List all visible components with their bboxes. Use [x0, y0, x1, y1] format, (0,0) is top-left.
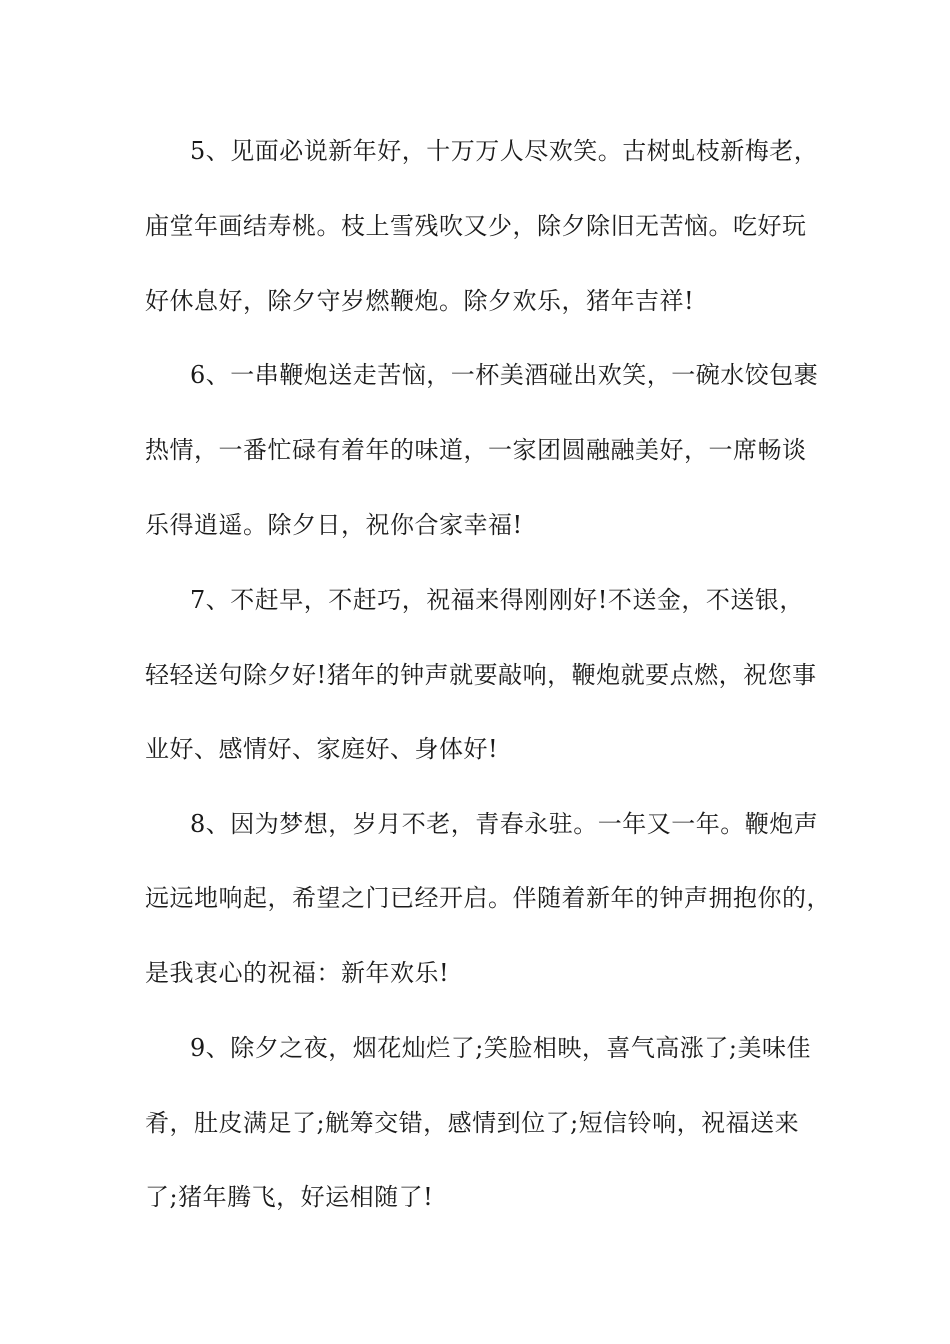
- paragraph-8-line-1: 8、因为梦想，岁月不老，青春永驻。一年又一年。鞭炮声: [190, 810, 819, 838]
- paragraph-8-line-2: 远远地响起，希望之门已经开启。伴随着新年的钟声拥抱你的，: [145, 884, 831, 912]
- paragraph-7-line-2: 轻轻送句除夕好!猪年的钟声就要敲响，鞭炮就要点燃，祝您事: [145, 661, 817, 689]
- paragraph-7-line-3: 业好、感情好、家庭好、身体好!: [145, 735, 499, 763]
- paragraph-8-line-3: 是我衷心的祝福：新年欢乐!: [145, 959, 450, 987]
- paragraph-7-line-1: 7、不赶早，不赶巧，祝福来得刚刚好!不送金，不送银，: [190, 586, 804, 614]
- paragraph-9-line-3: 了;猪年腾飞，好运相随了!: [145, 1183, 434, 1211]
- paragraph-6-line-1: 6、一串鞭炮送走苦恼，一杯美酒碰出欢笑，一碗水饺包裹: [190, 361, 819, 389]
- paragraph-6-line-3: 乐得逍遥。除夕日，祝你合家幸福!: [145, 511, 523, 539]
- paragraph-5-line-2: 庙堂年画结寿桃。枝上雪残吹又少，除夕除旧无苦恼。吃好玩: [145, 212, 807, 240]
- paragraph-9-line-2: 肴，肚皮满足了;觥筹交错，感情到位了;短信铃响，祝福送来: [145, 1109, 800, 1137]
- paragraph-5-line-1: 5、见面必说新年好，十万万人尽欢笑。古树虬枝新梅老，: [190, 137, 819, 165]
- paragraph-5-line-3: 好休息好，除夕守岁燃鞭炮。除夕欢乐，猪年吉祥!: [145, 287, 695, 315]
- paragraph-6-line-2: 热情，一番忙碌有着年的味道，一家团圆融融美好，一席畅谈: [145, 436, 807, 464]
- paragraph-9-line-1: 9、除夕之夜，烟花灿烂了;笑脸相映，喜气高涨了;美味佳: [190, 1034, 811, 1062]
